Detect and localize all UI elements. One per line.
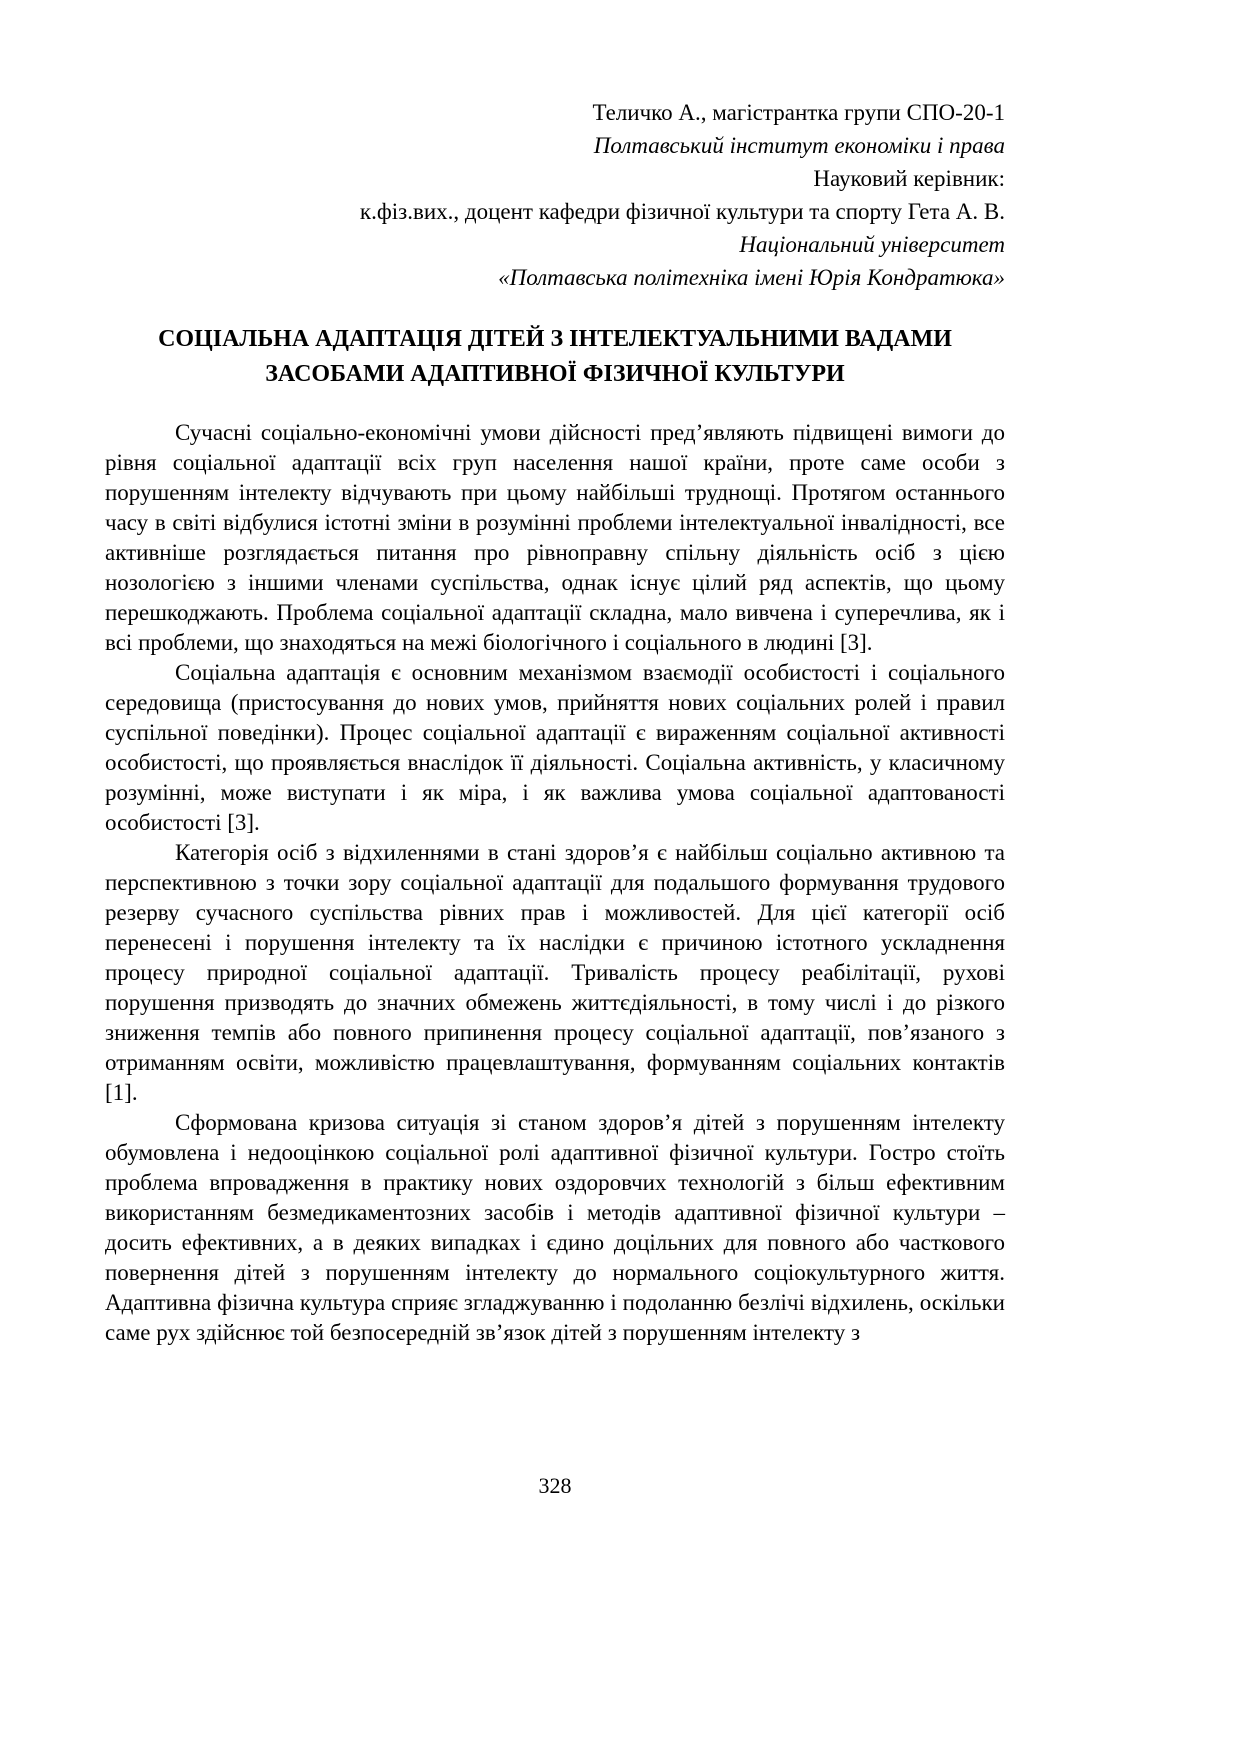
- paragraph-3: Категорія осіб з відхиленнями в стані здоров’я є найбільш соціально активною та перспективною з точки зору соціальної адаптації для подальшого формування трудового резерву сучасного суспільства рівних прав і можливостей. Для цієї категорії осіб перенесені і порушення інтелекту та їх наслідки є причиною істотного ускладнення процесу природної соціальної адаптації. Тривалість процесу реабілітації, рухові порушення призводять до значних обмежень життєдіяльності, в тому числі і до різкого зниження темпів або повного припинення процесу соціальної адаптації, пов’язаного з отриманням освіти, можливістю працевлаштування, формуванням соціальних контактів [1].: [105, 840, 1005, 1105]
- paragraph-2: Соціальна адаптація є основним механізмом взаємодії особистості і соціального середовища (пристосування до нових умов, прийняття нових соціальних ролей і правил суспільної поведінки). Процес соціальної адаптації є вираженням соціальної активності особистості, що проявляється внаслідок її діяльності. Соціальна активність, у класичному розумінні, може виступати і як міра, і як важлива умова соціальної адаптованості особистості [3].: [105, 660, 1005, 835]
- paragraph-4: Сформована кризова ситуація зі станом здоров’я дітей з порушенням інтелекту обумовлена і недооцінкою соціальної ролі адаптивної фізичної культури. Гостро стоїть проблема впровадження в практику нових оздоровчих технологій з більш ефективним використанням безмедикаментозних засобів і методів адаптивної фізичної культури – досить ефективних, а в деяких випадках і єдино доцільних для повного або часткового повернення дітей з порушенням інтелекту до нормального соціокультурного життя. Адаптивна фізична культура сприяє згладжуванню і подоланню безлічі відхилень, оскільки саме рух здійснює той безпосередній зв’язок дітей з порушенням інтелекту з: [105, 1110, 1005, 1345]
- paper-body: [105, 418, 1005, 1348]
- author-line: Теличко А., магістрантка групи СПО-20-1: [592, 100, 1005, 125]
- supervisor-line: к.фіз.вих., доцент кафедри фізичної культури та спорту Гета А. В.: [359, 199, 1005, 224]
- author-block: [105, 96, 1005, 294]
- page-number: 328: [538, 1473, 572, 1498]
- paragraph-1: Сучасні соціально-економічні умови дійсності пред’являють підвищені вимоги до рівня соціальної адаптації всіх груп населення нашої країни, проте саме особи з порушенням інтелекту відчувають при цьому найбільші труднощі. Протягом останнього часу в світі відбулися істотні зміни в розумінні проблеми інтелектуальної інвалідності, все активніше розглядається питання про рівноправну спільну діяльність осіб з цією нозологією з іншими членами суспільства, однак існує цілий ряд аспектів, що цьому перешкоджають. Проблема соціальної адаптації складна, мало вивчена і суперечлива, як і всі проблеми, що знаходяться на межі біологічного і соціального в людині [3].: [105, 420, 1005, 655]
- university-line: Національний університет: [739, 232, 1005, 257]
- university-name-line: «Полтавська політехніка імені Юрія Кондратюка»: [498, 265, 1005, 290]
- author-affiliation-line: Полтавський інститут економіки і права: [593, 133, 1005, 158]
- paper-title: СОЦІАЛЬНА АДАПТАЦІЯ ДІТЕЙ З ІНТЕЛЕКТУАЛЬНИМИ ВАДАМИ ЗАСОБАМИ АДАПТИВНОЇ ФІЗИЧНОЇ КУЛЬТУРИ: [158, 326, 952, 387]
- supervisor-label: Науковий керівник:: [813, 166, 1005, 191]
